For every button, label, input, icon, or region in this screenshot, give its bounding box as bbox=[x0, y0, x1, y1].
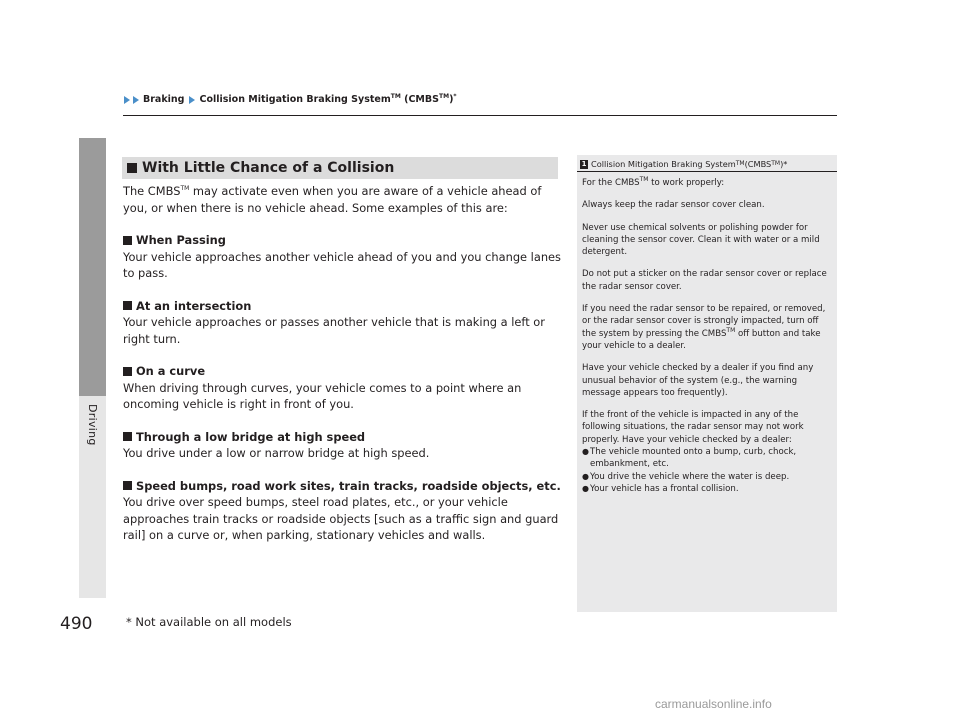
list-item: ● The vehicle mounted onto a bump, curb, chock, embankment, etc. bbox=[582, 446, 830, 471]
header-rule bbox=[123, 115, 837, 116]
sidebar-paragraph: For the CMBS™ to work properly: bbox=[582, 176, 725, 188]
breadcrumb-arrow-icon bbox=[124, 96, 130, 104]
square-bullet-icon bbox=[123, 367, 132, 376]
subheading: When Passing bbox=[123, 232, 563, 249]
subsection-text: You drive over speed bumps, steel road plates, etc., or your vehicle approaches train tracks or roadside objects [such as a traffic sign and guard rail] on a curve or, when parking, stationary vehicles and walls. bbox=[123, 495, 559, 542]
subheading: Through a low bridge at high speed bbox=[123, 429, 563, 446]
section-heading bbox=[122, 157, 558, 179]
sidebar-paragraph: Never use chemical solvents or polishing powder for cleaning the sensor cover. Clean it with water or a mild detergent. bbox=[582, 222, 820, 258]
breadcrumb-item-braking[interactable]: Braking bbox=[143, 94, 185, 105]
chapter-tab bbox=[79, 138, 106, 396]
subsection-text: You drive under a low or narrow bridge at high speed. bbox=[123, 446, 430, 460]
list-item: ● Your vehicle has a frontal collision. bbox=[582, 483, 830, 495]
sidebar-paragraph: Have your vehicle checked by a dealer if you find any unusual behavior of the system (e.g., the warning message appears too frequently). bbox=[582, 363, 814, 398]
subsection-text: Your vehicle approaches another vehicle ahead of you and you change lanes to pass. bbox=[123, 249, 561, 280]
main-content bbox=[123, 183, 563, 544]
square-bullet-icon bbox=[127, 163, 137, 173]
list-item: ● You drive the vehicle where the water is deep. bbox=[582, 471, 830, 483]
watermark: carmanualsonline.info bbox=[655, 697, 772, 711]
chapter-label: Driving bbox=[86, 404, 99, 446]
subsection-text: Your vehicle approaches or passes another vehicle that is making a left or right turn. bbox=[123, 315, 545, 346]
footnote: * Not available on all models bbox=[126, 615, 292, 629]
subheading: On a curve bbox=[123, 363, 563, 380]
breadcrumb-item-cmbs[interactable]: Collision Mitigation Braking System™ (CMBS™)* bbox=[199, 92, 457, 105]
breadcrumb-arrow-icon bbox=[189, 96, 195, 104]
sidebar-body bbox=[582, 177, 830, 495]
sidebar-paragraph: Do not put a sticker on the radar sensor cover or replace the radar sensor cover. bbox=[582, 269, 827, 292]
square-bullet-icon bbox=[123, 481, 132, 490]
subsection-text: When driving through curves, your vehicle comes to a point where an oncoming vehicle is right in front of you. bbox=[123, 380, 522, 411]
square-bullet-icon bbox=[123, 301, 132, 310]
subheading: At an intersection bbox=[123, 298, 563, 315]
sidebar-paragraph: Always keep the radar sensor cover clean. bbox=[582, 200, 765, 211]
section-title: With Little Chance of a Collision bbox=[142, 160, 395, 176]
subheading: Speed bumps, road work sites, train tracks, roadside objects, etc. bbox=[123, 478, 563, 495]
square-bullet-icon bbox=[123, 236, 132, 245]
breadcrumb-arrow-icon bbox=[133, 96, 139, 104]
sidebar-paragraph: If the front of the vehicle is impacted in any of the following situations, the radar sensor may not work properly. Have your vehicle checked by a dealer: bbox=[582, 410, 804, 445]
sidebar-paragraph: If you need the radar sensor to be repaired, or removed, or the radar sensor cover is strongly impacted, turn off the system by pressing the CMBS™ off button and take your vehicle to a dealer. bbox=[582, 304, 826, 351]
sidebar-bullet-list bbox=[582, 446, 830, 495]
page-number: 490 bbox=[60, 614, 93, 634]
sidebar-heading[interactable]: 1 Collision Mitigation Braking System TM (CMBS TM )* bbox=[577, 157, 837, 172]
intro-paragraph: The CMBS™ may activate even when you are aware of a vehicle ahead of you, or when there is no vehicle ahead. Some examples of this are: bbox=[123, 184, 542, 215]
reference-number-badge: 1 bbox=[581, 159, 587, 168]
breadcrumb bbox=[124, 94, 457, 105]
square-bullet-icon bbox=[123, 432, 132, 441]
